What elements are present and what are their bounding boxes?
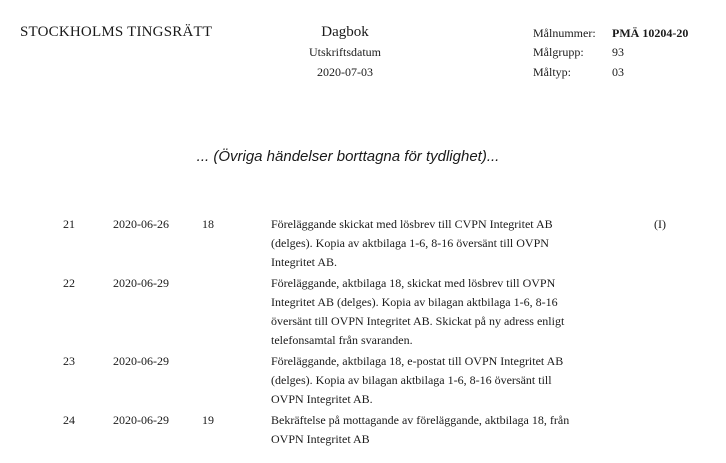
court-name: STOCKHOLMS TINGSRÄTT <box>20 24 213 40</box>
case-group-label: Målgrupp: <box>533 45 584 59</box>
journal-entry <box>0 215 726 274</box>
entry-attachment: 19 <box>202 413 214 427</box>
entry-attachment: 18 <box>202 217 214 231</box>
entry-date: 2020-06-29 <box>113 276 169 290</box>
case-type: 03 <box>612 65 624 79</box>
entry-number: 24 <box>63 413 75 427</box>
entry-number: 22 <box>63 276 75 290</box>
omitted-events-note: ... (Övriga händelser borttagna för tydlighet)... <box>196 148 500 165</box>
entry-text: Bekräftelse på mottagande av föreläggande, aktbilaga 18, från OVPN Integritet AB <box>271 413 570 446</box>
entry-number: 23 <box>63 354 75 368</box>
journal-entries <box>0 215 726 451</box>
print-date-label: Utskriftsdatum <box>309 45 381 59</box>
entry-mark: (I) <box>654 217 666 231</box>
print-date: 2020-07-03 <box>317 65 373 79</box>
entry-text: Föreläggande, aktbilaga 18, e-postat till OVPN Integritet AB (delges). Kopia av bilagan aktbilaga 1-6, 8-16 översänt till OVPN Integritet AB. <box>271 354 564 406</box>
entry-number: 21 <box>63 217 75 231</box>
case-number: PMÄ 10204-20 <box>612 26 689 40</box>
entry-date: 2020-06-26 <box>113 217 169 231</box>
document-title: Dagbok <box>321 24 369 40</box>
journal-entry <box>0 352 726 411</box>
case-number-label: Målnummer: <box>533 26 596 40</box>
journal-entry <box>0 411 726 451</box>
entry-date: 2020-06-29 <box>113 354 169 368</box>
case-group: 93 <box>612 45 624 59</box>
entry-date: 2020-06-29 <box>113 413 169 427</box>
case-type-label: Måltyp: <box>533 65 571 79</box>
entry-text: Föreläggande, aktbilaga 18, skickat med lösbrev till OVPN Integritet AB (delges). Kopia av bilagan aktbilaga 1-6, 8-16 översänt till OVPN Integritet AB. Skickat på ny adress enligt telefonsamtal från svaranden. <box>271 276 565 347</box>
journal-entry <box>0 274 726 352</box>
entry-text: Föreläggande skickat med lösbrev till CVPN Integritet AB (delges). Kopia av aktbilaga 1-6, 8-16 översänt till OVPN Integritet AB. <box>271 217 553 269</box>
